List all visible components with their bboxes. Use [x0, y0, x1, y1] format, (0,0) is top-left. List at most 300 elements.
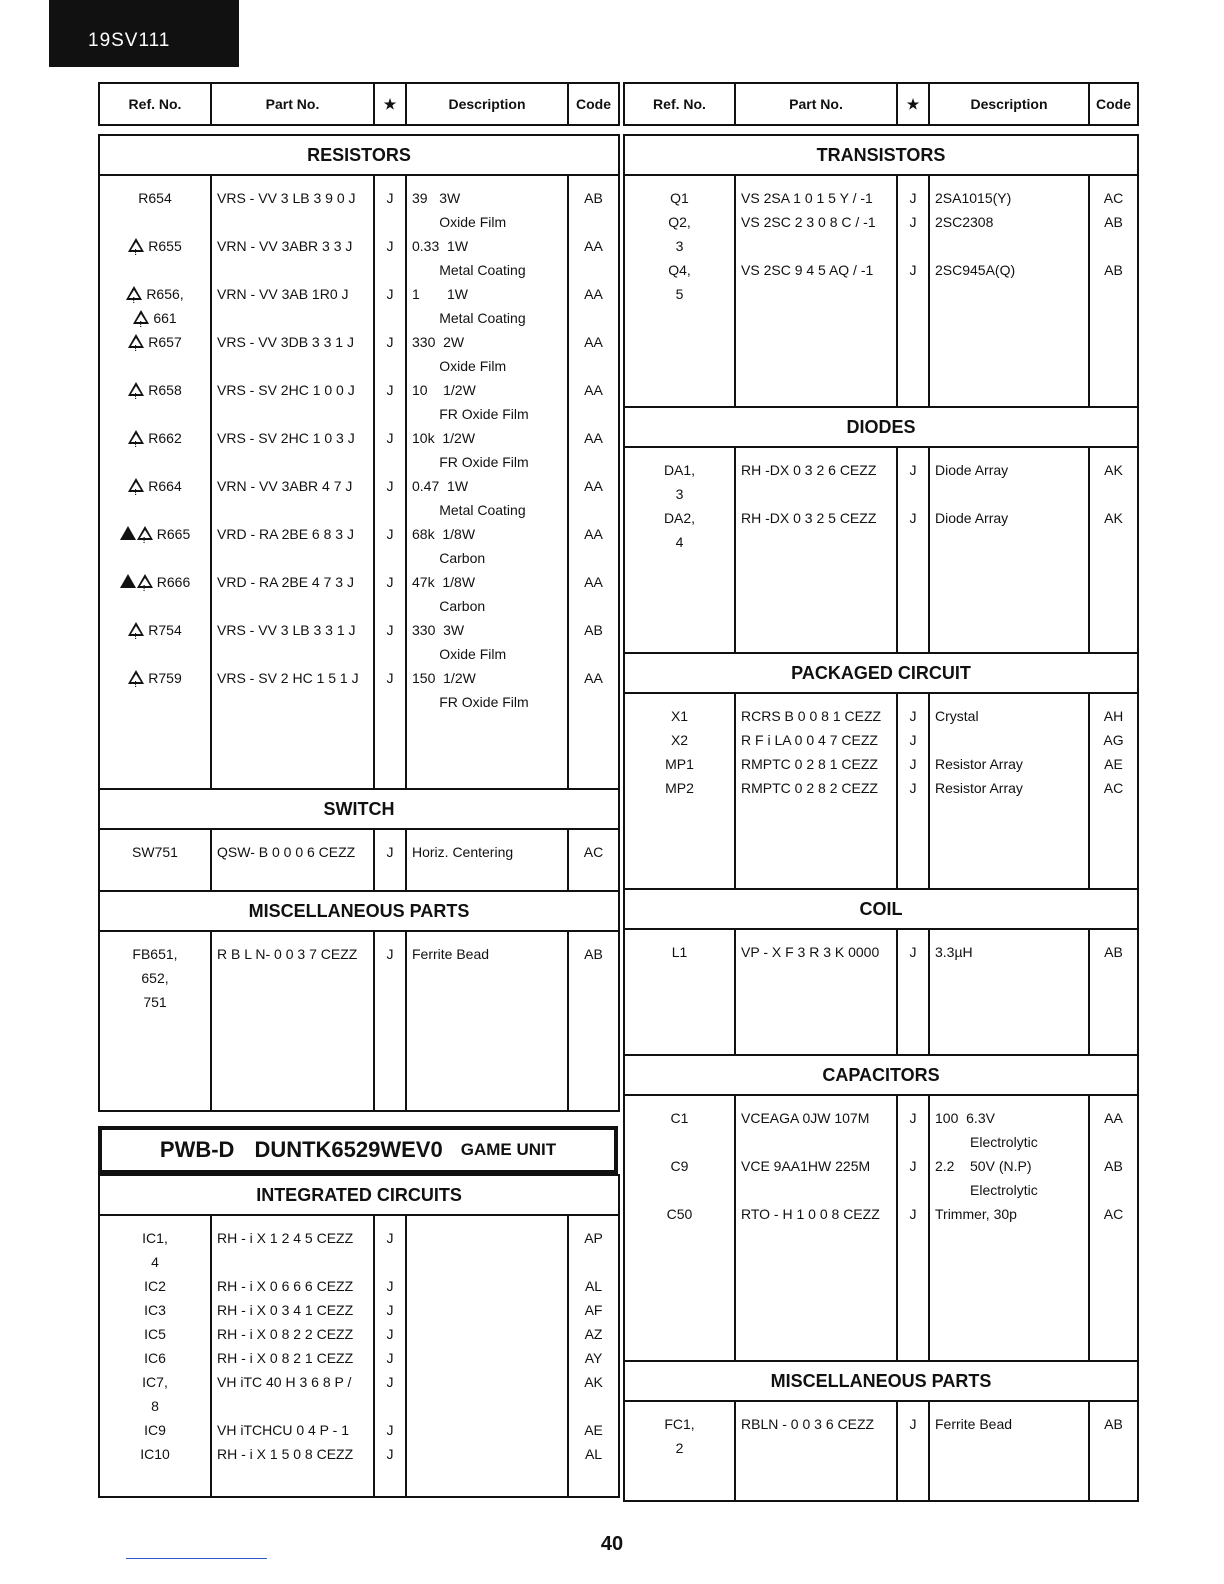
- ref-line: [630, 728, 729, 752]
- part-text: VRD - RA 2BE 6 8 3 J: [217, 526, 354, 542]
- code-text: AK: [1104, 462, 1123, 478]
- header-star: ★: [374, 83, 406, 125]
- star-line: [380, 426, 400, 450]
- code-text: AC: [1103, 1206, 1124, 1222]
- star-line: [903, 186, 923, 210]
- code-text: AZ: [584, 1326, 603, 1342]
- code-text: AG: [1103, 732, 1124, 748]
- part-line: [217, 1298, 368, 1322]
- code-text: AH: [1103, 708, 1124, 724]
- part-line: [217, 1394, 368, 1418]
- star-text: J: [386, 670, 394, 686]
- code-line: [574, 1298, 613, 1322]
- star-line: [380, 234, 400, 258]
- ref-line: [105, 330, 205, 354]
- code-text: AA: [584, 478, 603, 494]
- desc-line: [935, 506, 1083, 530]
- desc-line: [412, 1274, 562, 1298]
- code-text: AA: [1104, 1110, 1123, 1126]
- star-line: [903, 1412, 923, 1436]
- ref-line: [105, 1346, 205, 1370]
- ref-column: [624, 1401, 735, 1501]
- part-line: [217, 498, 368, 522]
- code-line: [574, 666, 613, 690]
- part-line: [741, 1178, 891, 1202]
- star-text: J: [909, 262, 917, 278]
- code-text: AC: [583, 844, 604, 860]
- desc-line: [935, 282, 1083, 306]
- desc-text: 150 1/2W: [412, 670, 476, 686]
- part-line: [217, 306, 368, 330]
- part-line: [741, 1412, 891, 1436]
- part-text: VH iTC 40 H 3 6 8 P /: [217, 1374, 352, 1390]
- code-column: [1089, 929, 1138, 1055]
- safety-mark-icon: [133, 310, 153, 326]
- warning-triangle-icon: [128, 670, 144, 684]
- star-line: [903, 210, 923, 234]
- code-line: [574, 498, 613, 522]
- part-text: VRS - SV 2 HC 1 5 1 J: [217, 670, 359, 686]
- star-text: J: [386, 1278, 394, 1294]
- code-line: [574, 1274, 613, 1298]
- part-text: RH - i X 0 6 6 6 CEZZ: [217, 1278, 354, 1294]
- desc-line: [412, 642, 562, 666]
- star-line: [903, 728, 923, 752]
- ref-text: R754: [148, 622, 182, 638]
- ref-line: [105, 666, 205, 690]
- code-line: [574, 1418, 613, 1442]
- code-line: [574, 942, 613, 966]
- part-text: RCRS B 0 0 8 1 CEZZ: [741, 708, 882, 724]
- desc-text: 2SA1015(Y): [935, 190, 1012, 206]
- desc-line: [935, 186, 1083, 210]
- ref-column: [624, 447, 735, 653]
- part-column: [735, 175, 897, 407]
- star-text: J: [909, 1206, 917, 1222]
- star-line: [380, 1394, 400, 1418]
- desc-text: 10k 1/2W: [412, 430, 476, 446]
- desc-line: [412, 498, 562, 522]
- code-line: [574, 594, 613, 618]
- desc-line: [412, 426, 562, 450]
- desc-text: 1 1W: [412, 286, 469, 302]
- safety-mark-icon: [120, 574, 157, 590]
- code-line: [1095, 210, 1132, 234]
- desc-line: [935, 752, 1083, 776]
- ref-line: [105, 522, 205, 546]
- ref-text: SW751: [132, 844, 178, 860]
- misc-body: [624, 1401, 1138, 1501]
- star-line: [903, 1106, 923, 1130]
- ref-line: [630, 506, 729, 530]
- black-triangle-icon: [120, 574, 136, 588]
- part-line: [217, 1418, 368, 1442]
- ic-body: [99, 1215, 619, 1497]
- warning-triangle-icon: [137, 526, 153, 540]
- code-column: [568, 829, 619, 891]
- desc-line: [412, 186, 562, 210]
- part-line: [741, 234, 891, 258]
- safety-mark-icon: [128, 382, 148, 398]
- code-text: AP: [584, 1230, 603, 1246]
- ic-table: [98, 1174, 620, 1498]
- desc-line: [412, 666, 562, 690]
- ref-line: [630, 704, 729, 728]
- code-column: [1089, 1401, 1138, 1501]
- star-line: [380, 378, 400, 402]
- code-text: AA: [584, 334, 603, 350]
- star-line: [380, 186, 400, 210]
- ref-line: [630, 776, 729, 800]
- part-text: VRS - SV 2HC 1 0 0 J: [217, 382, 355, 398]
- ref-text: X2: [670, 732, 689, 748]
- ref-text: IC1,: [142, 1230, 168, 1246]
- code-text: AC: [1103, 780, 1124, 796]
- part-text: RH - i X 1 5 0 8 CEZZ: [217, 1446, 354, 1462]
- star-line: [903, 1130, 923, 1154]
- part-text: VRS - VV 3 LB 3 3 1 J: [217, 622, 356, 638]
- desc-text: 330 3W: [412, 622, 465, 638]
- star-text: J: [386, 1422, 394, 1438]
- desc-column: [929, 1401, 1089, 1501]
- desc-line: [935, 234, 1083, 258]
- star-line: [380, 666, 400, 690]
- code-text: AE: [584, 1422, 603, 1438]
- transistors-body: [624, 175, 1138, 407]
- desc-line: [412, 1442, 562, 1466]
- code-column: [1089, 1095, 1138, 1361]
- desc-line: [935, 482, 1083, 506]
- ref-line: [105, 498, 205, 522]
- ref-text: 661: [153, 310, 177, 326]
- part-line: [741, 1130, 891, 1154]
- code-line: [1095, 752, 1132, 776]
- section-title: PACKAGED CIRCUIT: [624, 653, 1138, 693]
- section-title: CAPACITORS: [624, 1055, 1138, 1095]
- safety-mark-icon: [128, 670, 148, 686]
- part-text: RH -DX 0 3 2 6 CEZZ: [741, 462, 877, 478]
- code-text: AF: [584, 1302, 603, 1318]
- code-line: [1095, 1412, 1132, 1436]
- misc-body: [99, 931, 619, 1111]
- star-text: J: [386, 1374, 394, 1390]
- ref-line: [630, 482, 729, 506]
- desc-line: [935, 728, 1083, 752]
- code-line: [574, 354, 613, 378]
- ref-line: [105, 426, 205, 450]
- code-line: [1095, 704, 1132, 728]
- desc-line: [412, 1250, 562, 1274]
- star-column: [374, 931, 406, 1111]
- desc-text: 0.47 1W: [412, 478, 469, 494]
- part-line: [741, 1202, 891, 1226]
- code-line: [1095, 1202, 1132, 1226]
- ref-line: [105, 1370, 205, 1394]
- star-line: [380, 942, 400, 966]
- star-line: [903, 776, 923, 800]
- part-line: [217, 378, 368, 402]
- part-text: RH - i X 0 8 2 1 CEZZ: [217, 1350, 354, 1366]
- part-line: [741, 282, 891, 306]
- desc-line: [935, 1436, 1083, 1460]
- part-line: [217, 942, 368, 966]
- code-line: [1095, 186, 1132, 210]
- ref-text: L1: [671, 944, 688, 960]
- part-text: VRN - VV 3AB 1R0 J: [217, 286, 349, 302]
- desc-line: [412, 378, 562, 402]
- section-misc-right: [624, 1361, 1138, 1401]
- ref-text: DA2,: [663, 510, 696, 526]
- part-text: RH - i X 1 2 4 5 CEZZ: [217, 1230, 354, 1246]
- desc-line: [412, 1418, 562, 1442]
- ref-column: [624, 929, 735, 1055]
- star-line: [380, 498, 400, 522]
- table-header: [624, 83, 1138, 125]
- ref-line: [105, 186, 205, 210]
- code-text: AA: [584, 238, 603, 254]
- star-line: [380, 354, 400, 378]
- code-column: [1089, 447, 1138, 653]
- part-column: [735, 929, 897, 1055]
- ref-line: [630, 1202, 729, 1226]
- ref-text: R662: [148, 430, 182, 446]
- part-text: RTO - H 1 0 0 8 CEZZ: [741, 1206, 880, 1222]
- ref-line: [105, 474, 205, 498]
- desc-line: [412, 354, 562, 378]
- desc-line: [412, 210, 562, 234]
- ref-line: [105, 378, 205, 402]
- part-column: [211, 829, 374, 891]
- ref-text: R657: [148, 334, 182, 350]
- warning-triangle-icon: [128, 382, 144, 396]
- star-line: [380, 594, 400, 618]
- star-line: [903, 258, 923, 282]
- star-text: J: [386, 1326, 394, 1342]
- star-column: [897, 1401, 929, 1501]
- coil-body: [624, 929, 1138, 1055]
- star-line: [380, 330, 400, 354]
- code-line: [574, 1250, 613, 1274]
- part-line: [217, 426, 368, 450]
- ref-text: MP2: [665, 780, 694, 796]
- code-line: [574, 966, 613, 990]
- ref-column: [624, 1095, 735, 1361]
- header-part: Part No.: [735, 83, 897, 125]
- star-text: J: [909, 1416, 917, 1432]
- part-line: [217, 570, 368, 594]
- desc-text: Metal Coating: [412, 310, 526, 326]
- desc-text: Horiz. Centering: [412, 844, 514, 860]
- star-line: [903, 458, 923, 482]
- star-line: [380, 402, 400, 426]
- ref-text: 4: [151, 1254, 159, 1270]
- ref-column: [99, 931, 211, 1111]
- pwb-title: [98, 1126, 618, 1174]
- star-line: [380, 546, 400, 570]
- code-line: [1095, 506, 1132, 530]
- header-code: Code: [568, 83, 619, 125]
- star-column: [374, 1215, 406, 1497]
- part-line: [217, 618, 368, 642]
- code-line: [574, 1322, 613, 1346]
- star-line: [380, 966, 400, 990]
- star-line: [380, 1322, 400, 1346]
- section-title: SWITCH: [99, 789, 619, 829]
- desc-text: Resistor Array: [935, 780, 1023, 796]
- code-line: [574, 840, 613, 864]
- part-line: [217, 330, 368, 354]
- code-line: [574, 210, 613, 234]
- desc-text: Oxide Film: [412, 358, 507, 374]
- desc-line: [412, 546, 562, 570]
- part-line: [217, 1274, 368, 1298]
- star-text: J: [909, 510, 917, 526]
- star-text: J: [909, 732, 917, 748]
- section-title: RESISTORS: [99, 135, 619, 175]
- ref-text: 2: [675, 1440, 684, 1456]
- part-line: [741, 458, 891, 482]
- star-column: [374, 829, 406, 891]
- capacitors-body: [624, 1095, 1138, 1361]
- safety-mark-icon: [128, 430, 148, 446]
- ref-line: [105, 546, 205, 570]
- left-parts-column: [98, 82, 618, 1498]
- code-line: [1095, 482, 1132, 506]
- desc-text: 3.3µH: [935, 944, 973, 960]
- star-text: J: [386, 334, 394, 350]
- code-line: [574, 426, 613, 450]
- section-title: INTEGRATED CIRCUITS: [99, 1175, 619, 1215]
- ref-text: Q2,: [668, 214, 691, 230]
- part-line: [217, 1346, 368, 1370]
- ref-text: MP1: [665, 756, 694, 772]
- code-text: AB: [1104, 1158, 1123, 1174]
- desc-text: 2SC945A(Q): [935, 262, 1016, 278]
- star-line: [380, 1346, 400, 1370]
- ref-line: [630, 234, 729, 258]
- desc-line: [412, 234, 562, 258]
- desc-line: [412, 1226, 562, 1250]
- ref-text: DA1,: [663, 462, 696, 478]
- code-line: [574, 1346, 613, 1370]
- code-line: [574, 474, 613, 498]
- desc-column: [929, 929, 1089, 1055]
- star-text: J: [386, 190, 394, 206]
- part-text: VCEAGA 0JW 107M: [741, 1110, 870, 1126]
- ref-line: [630, 210, 729, 234]
- star-line: [380, 474, 400, 498]
- part-text: VS 2SC 9 4 5 AQ / -1: [741, 262, 874, 278]
- section-title: MISCELLANEOUS PARTS: [624, 1361, 1138, 1401]
- ref-column: [99, 1215, 211, 1497]
- desc-text: Metal Coating: [412, 502, 526, 518]
- code-text: AA: [584, 574, 603, 590]
- packaged-body: [624, 693, 1138, 889]
- desc-text: 2SC2308: [935, 214, 994, 230]
- desc-line: [935, 776, 1083, 800]
- desc-text: Carbon: [412, 598, 486, 614]
- part-line: [217, 282, 368, 306]
- part-line: [741, 258, 891, 282]
- desc-column: [929, 1095, 1089, 1361]
- desc-text: FR Oxide Film: [412, 454, 529, 470]
- code-text: AL: [584, 1278, 603, 1294]
- part-line: [217, 186, 368, 210]
- code-line: [574, 1394, 613, 1418]
- part-line: [741, 752, 891, 776]
- code-line: [574, 690, 613, 714]
- safety-mark-icon: [120, 526, 157, 542]
- desc-column: [406, 1215, 568, 1497]
- star-column: [374, 175, 406, 789]
- star-line: [380, 1418, 400, 1442]
- desc-text: Crystal: [935, 708, 979, 724]
- part-line: [741, 482, 891, 506]
- section-switch: [99, 789, 619, 829]
- code-line: [574, 546, 613, 570]
- star-line: [380, 1226, 400, 1250]
- star-text: J: [909, 214, 917, 230]
- ref-line: [105, 594, 205, 618]
- code-text: AY: [584, 1350, 603, 1366]
- star-line: [380, 840, 400, 864]
- part-line: [217, 546, 368, 570]
- desc-line: [412, 306, 562, 330]
- header-code: Code: [1089, 83, 1138, 125]
- code-column: [568, 175, 619, 789]
- star-line: [903, 1202, 923, 1226]
- desc-text: Resistor Array: [935, 756, 1023, 772]
- code-line: [574, 1442, 613, 1466]
- star-text: J: [386, 526, 394, 542]
- ref-text: 652,: [141, 970, 169, 986]
- part-text: RMPTC 0 2 8 1 CEZZ: [741, 756, 878, 772]
- ref-text: IC2: [144, 1278, 166, 1294]
- star-text: J: [909, 756, 917, 772]
- desc-text: 0.33 1W: [412, 238, 469, 254]
- desc-line: [935, 704, 1083, 728]
- ref-line: [105, 402, 205, 426]
- section-ic: [99, 1175, 619, 1215]
- code-line: [574, 618, 613, 642]
- code-text: AB: [584, 622, 603, 638]
- desc-line: [412, 1394, 562, 1418]
- desc-text: Oxide Film: [412, 646, 507, 662]
- desc-line: [935, 210, 1083, 234]
- star-text: J: [386, 238, 394, 254]
- ref-text: C1: [670, 1110, 689, 1126]
- desc-line: [412, 1322, 562, 1346]
- star-text: J: [386, 382, 394, 398]
- ref-line: [105, 966, 205, 990]
- star-line: [903, 1154, 923, 1178]
- ref-text: C9: [670, 1158, 689, 1174]
- part-line: [217, 450, 368, 474]
- code-line: [574, 378, 613, 402]
- part-line: [217, 234, 368, 258]
- part-column: [211, 1215, 374, 1497]
- code-line: [1095, 234, 1132, 258]
- star-text: J: [386, 1446, 394, 1462]
- star-text: J: [386, 574, 394, 590]
- ref-text: 3: [675, 238, 684, 254]
- ref-text: IC10: [140, 1446, 170, 1462]
- ref-text: FC1,: [664, 1416, 695, 1432]
- desc-line: [935, 458, 1083, 482]
- ref-text: 751: [143, 994, 167, 1010]
- part-line: [741, 1154, 891, 1178]
- part-text: VRS - VV 3 LB 3 9 0 J: [217, 190, 356, 206]
